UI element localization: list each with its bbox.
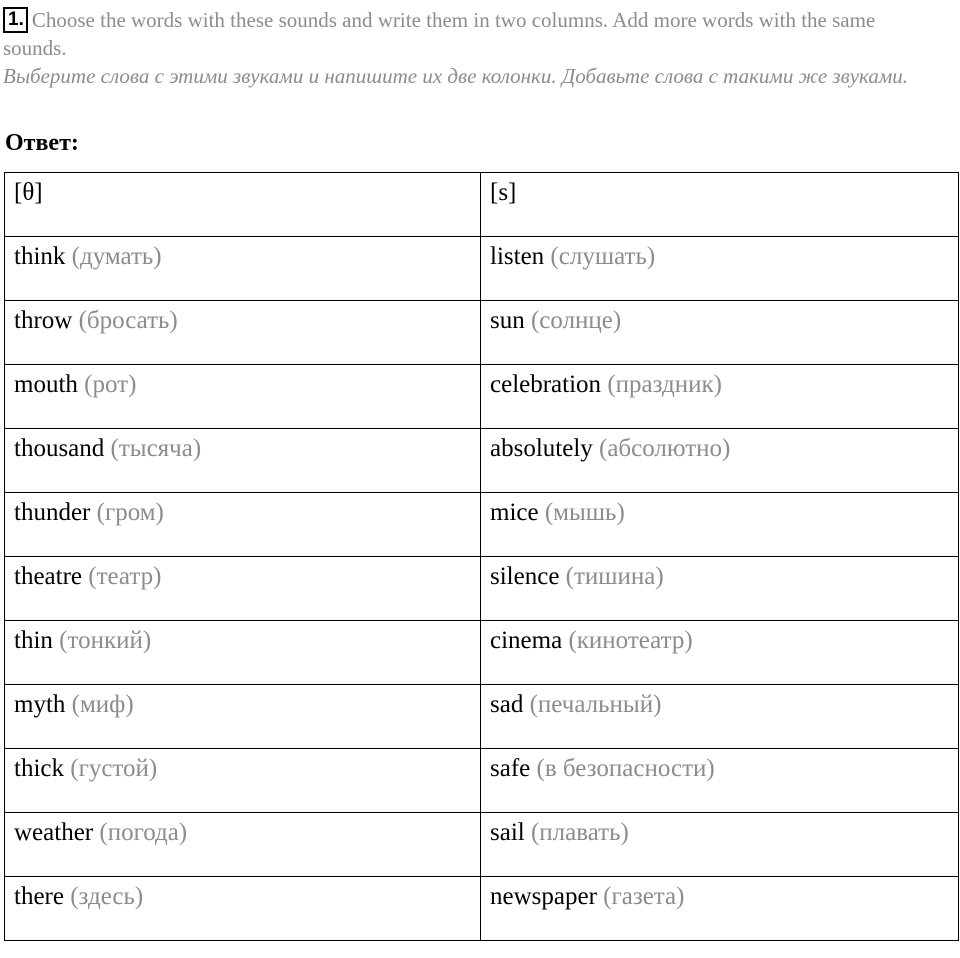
translation: (густой) — [70, 755, 158, 782]
word: mice — [490, 499, 539, 526]
table-row — [5, 493, 959, 557]
theta-word-cell — [5, 493, 481, 557]
word: thick — [14, 755, 64, 782]
translation: (слушать) — [550, 243, 656, 270]
theta-word-cell — [5, 621, 481, 685]
theta-word-cell — [5, 429, 481, 493]
word: weather — [14, 819, 94, 846]
s-word-cell — [481, 621, 959, 685]
translation: (погода) — [99, 819, 188, 846]
s-word-cell — [481, 557, 959, 621]
word: celebration — [490, 371, 602, 398]
task-instruction-en — [3, 6, 943, 62]
translation: (миф) — [71, 691, 134, 718]
task-text-en: Choose the words with these sounds and write them in two columns. Add more words with the same sounds. — [3, 8, 876, 60]
translation: (гром) — [96, 499, 164, 526]
table-row — [5, 301, 959, 365]
word: mouth — [14, 371, 78, 398]
word: sun — [490, 307, 525, 334]
answer-label: Ответ: — [5, 130, 79, 156]
word: thousand — [14, 435, 105, 462]
word: safe — [490, 755, 531, 782]
sounds-table — [4, 172, 959, 941]
translation: (тысяча) — [110, 435, 202, 462]
table-row — [5, 685, 959, 749]
s-word-cell — [481, 493, 959, 557]
theta-word-cell — [5, 749, 481, 813]
word: sail — [490, 819, 525, 846]
s-word-cell — [481, 237, 959, 301]
s-word-cell — [481, 813, 959, 877]
word: think — [14, 243, 66, 270]
translation: (рот) — [84, 371, 137, 398]
word: absolutely — [490, 435, 593, 462]
word: silence — [490, 563, 560, 590]
word: listen — [490, 243, 545, 270]
translation: (кинотеатр) — [568, 627, 693, 654]
theta-word-cell — [5, 877, 481, 941]
word: cinema — [490, 627, 563, 654]
translation: (бросать) — [78, 307, 178, 334]
theta-word-cell — [5, 685, 481, 749]
translation: (плавать) — [530, 819, 629, 846]
s-word-cell — [481, 749, 959, 813]
s-word-cell — [481, 877, 959, 941]
word: newspaper — [490, 883, 597, 910]
translation: (солнце) — [530, 307, 622, 334]
translation: (здесь) — [70, 883, 144, 910]
word: theatre — [14, 563, 83, 590]
theta-word-cell — [5, 365, 481, 429]
theta-word-cell — [5, 237, 481, 301]
s-word-cell — [481, 365, 959, 429]
theta-word-cell — [5, 813, 481, 877]
table-row — [5, 365, 959, 429]
word: sad — [490, 691, 524, 718]
word: thin — [14, 627, 53, 654]
translation: (печальный) — [529, 691, 662, 718]
translation: (абсолютно) — [599, 435, 731, 462]
table-header-row — [5, 173, 959, 237]
table-row — [5, 813, 959, 877]
table-row — [5, 557, 959, 621]
header-s: [s] — [481, 173, 959, 237]
theta-word-cell — [5, 301, 481, 365]
word: thunder — [14, 499, 91, 526]
table-row — [5, 877, 959, 941]
translation: (в безопасности) — [536, 755, 715, 782]
header-theta: [θ] — [5, 173, 481, 237]
table-row — [5, 621, 959, 685]
task-instruction-ru: Выберите слова с этими звуками и напишите их две колонки. Добавьте слова с такими же звуками. — [3, 64, 908, 88]
translation: (праздник) — [607, 371, 722, 398]
task-number-badge: 1. — [3, 7, 28, 33]
table-row — [5, 749, 959, 813]
translation: (газета) — [603, 883, 685, 910]
word: there — [14, 883, 64, 910]
translation: (театр) — [88, 563, 162, 590]
theta-word-cell — [5, 557, 481, 621]
translation: (тишина) — [565, 563, 664, 590]
table-row — [5, 429, 959, 493]
s-word-cell — [481, 301, 959, 365]
table-row — [5, 237, 959, 301]
s-word-cell — [481, 685, 959, 749]
translation: (мышь) — [544, 499, 625, 526]
word: throw — [14, 307, 73, 334]
word: myth — [14, 691, 66, 718]
translation: (тонкий) — [59, 627, 152, 654]
s-word-cell — [481, 429, 959, 493]
translation: (думать) — [71, 243, 162, 270]
